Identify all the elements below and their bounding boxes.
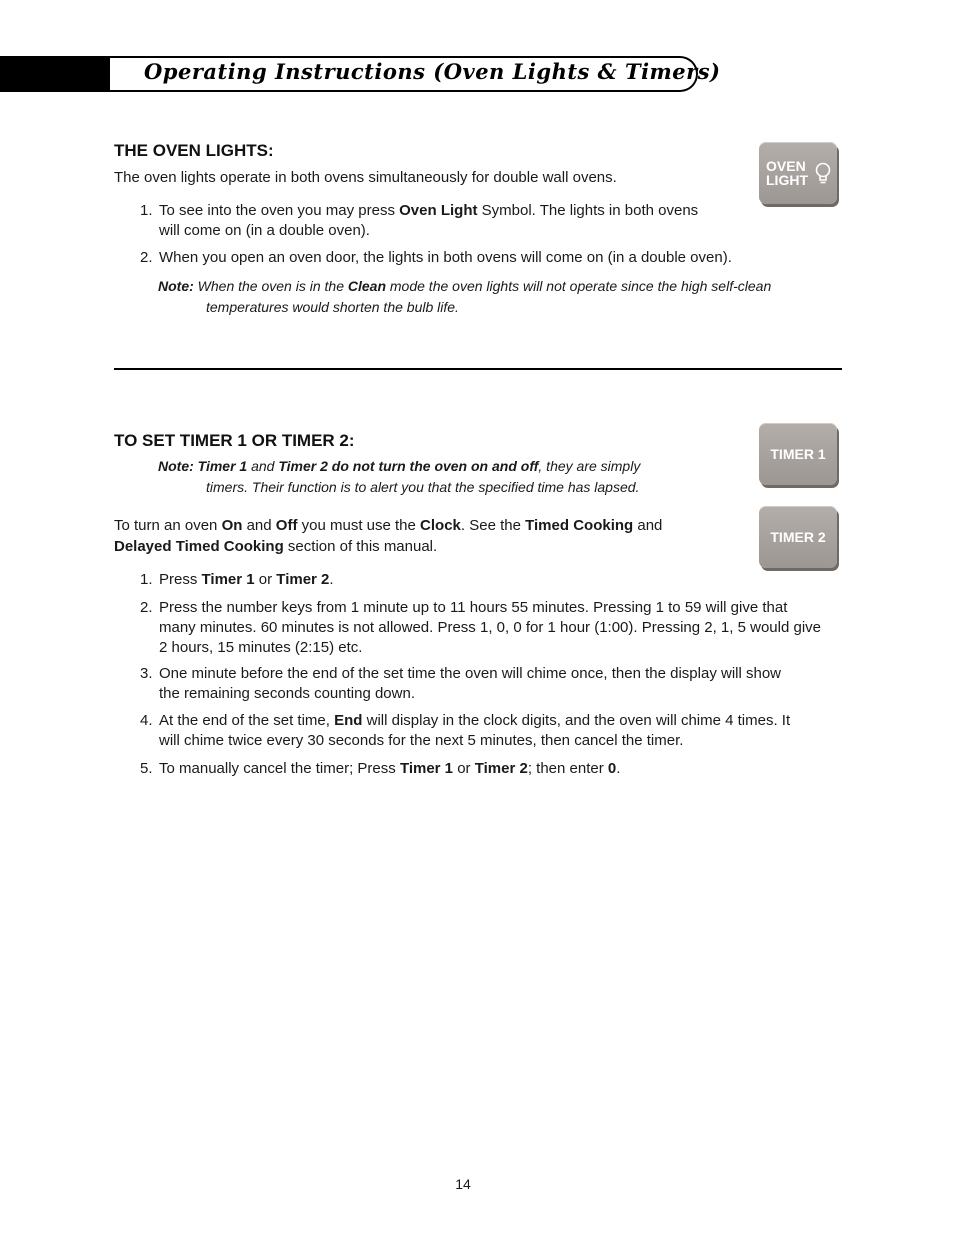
para-bold: Timed Cooking <box>525 517 634 534</box>
step-text-line3: 2 hours, 15 minutes (2:15) etc. <box>159 639 363 656</box>
step-number: 3. <box>140 665 153 682</box>
step-text: Symbol. The lights in both ovens <box>477 202 699 219</box>
para-bold: Delayed Timed Cooking <box>114 537 284 555</box>
step-text: Press <box>159 571 202 588</box>
header-black-bar <box>0 56 120 92</box>
note-bold-text: Timer 1 <box>193 458 248 474</box>
oven-lights-intro: The oven lights operate in both ovens simultaneously for double wall ovens. <box>114 169 617 186</box>
step-bold-text: Timer 2 <box>276 571 330 588</box>
step-bold-text: Timer 1 <box>399 760 454 777</box>
page-title: Operating Instructions (Oven Lights & Timers) <box>144 59 721 84</box>
step-text-line1: Press the number keys from 1 minute up to 11 hours 55 minutes. Pressing 1 to 59 will give that <box>159 599 788 616</box>
step-number: 1. <box>140 202 153 219</box>
note-text: mode the oven lights will not operate since the high self-clean <box>386 278 772 294</box>
note-text: , they are simply <box>538 458 641 474</box>
para-bold: Clock <box>420 517 461 534</box>
step-text-line1: One minute before the end of the set time the oven will chime once, then the display will show <box>159 665 782 682</box>
para-text: To turn an oven <box>114 517 222 534</box>
note-text: and <box>247 458 279 474</box>
step-number: 1. <box>140 571 153 588</box>
step-text-line2: will chime twice every 30 seconds for the next 5 minutes, then cancel the timer. <box>159 732 684 749</box>
oven-lights-note <box>158 276 771 317</box>
oven-lights-heading: THE OVEN LIGHTS: <box>114 141 274 160</box>
step-text: To see into the oven you may press <box>159 202 400 219</box>
step-text: . <box>329 571 334 588</box>
step-text: ; then enter <box>527 760 608 777</box>
step-bold-text: Timer 1 <box>201 571 255 588</box>
oven-light-label-line1: OVEN <box>766 158 806 174</box>
step-text: At the end of the set time, <box>159 712 335 729</box>
timers-heading: TO SET TIMER 1 OR TIMER 2: <box>114 431 355 450</box>
step-text: or <box>254 571 277 588</box>
step-text-line2: will come on (in a double oven). <box>159 222 370 239</box>
step-bold-text: End <box>334 712 363 729</box>
para-text: section of this manual. <box>283 537 438 555</box>
note-text-line2: timers. Their function is to alert you that the specified time has lapsed. <box>206 478 640 495</box>
step-text: . <box>616 760 621 777</box>
step-text-line2: the remaining seconds counting down. <box>159 685 415 702</box>
para-text: and <box>633 517 663 534</box>
section-divider <box>114 368 842 370</box>
timer-2-button-image: TIMER 2 <box>759 506 837 568</box>
step-number: 5. <box>140 760 153 777</box>
note-text: When the oven is in the <box>193 278 348 294</box>
timer-1-button-image: TIMER 1 <box>759 423 837 485</box>
note-text-line2: temperatures would shorten the bulb life. <box>206 298 459 315</box>
step-number: 2. <box>140 599 153 616</box>
step-number: 4. <box>140 712 153 729</box>
note-label: Note: <box>158 458 194 474</box>
note-label: Note: <box>158 278 194 294</box>
oven-light-button-image <box>759 142 837 204</box>
para-bold: On <box>221 517 243 534</box>
oven-light-label-line2: LIGHT <box>766 172 808 188</box>
para-text: and <box>242 517 276 534</box>
lightbulb-icon <box>814 162 832 186</box>
step-bold-text: Timer 2 <box>474 760 528 777</box>
page-number: 14 <box>455 1176 471 1192</box>
step-text-line2: many minutes. 60 minutes is not allowed. Press 1, 0, 0 for 1 hour (1:00). Pressing 2, 1, 5 would give <box>159 619 821 636</box>
step-text: will display in the clock digits, and the oven will chime 4 times. It <box>362 712 791 729</box>
step-number: 2. <box>140 249 153 266</box>
step-text: To manually cancel the timer; Press <box>159 760 400 777</box>
step-text: or <box>453 760 475 777</box>
para-text: you must use the <box>297 517 421 534</box>
note-bold-text: Timer 2 do not turn the oven on and off <box>278 458 539 474</box>
para-text: . See the <box>460 517 526 534</box>
timers-note <box>158 456 640 497</box>
step-text: When you open an oven door, the lights in both ovens will come on (in a double oven). <box>159 249 732 266</box>
note-bold-text: Clean <box>347 278 386 294</box>
para-bold: Off <box>275 517 298 534</box>
step-bold-text: 0 <box>607 760 617 777</box>
timers-intro-paragraph <box>114 516 734 557</box>
step-bold-text: Oven Light <box>399 202 478 219</box>
